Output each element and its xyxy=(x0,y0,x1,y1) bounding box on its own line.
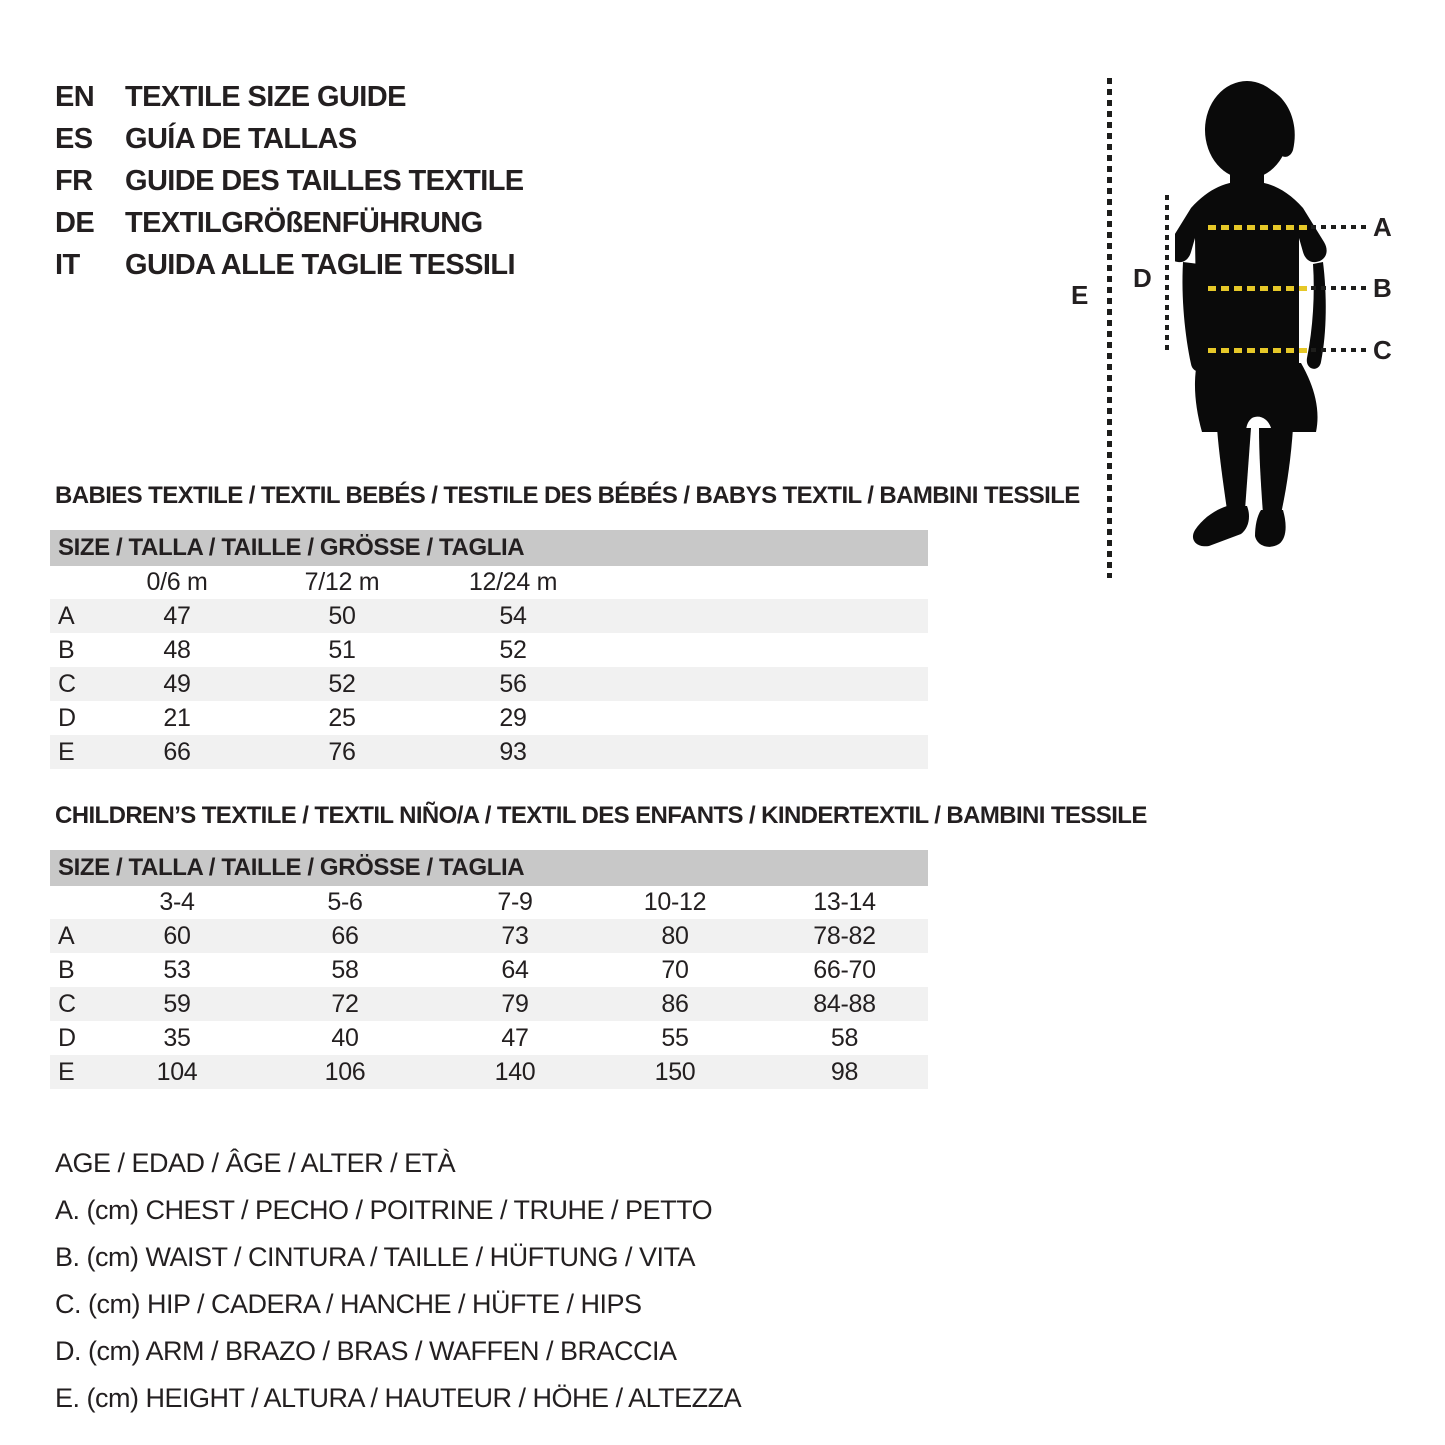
cell: 64 xyxy=(501,956,529,984)
measurement-legend xyxy=(55,1140,741,1422)
cell: 73 xyxy=(501,922,529,950)
column-header: 3-4 xyxy=(159,888,195,916)
children-section-title: CHILDREN’S TEXTILE / TEXTIL NIÑO/A / TEXTIL DES ENFANTS / KINDERTEXTIL / BAMBINI TESSILE xyxy=(55,802,1147,829)
hip-dot-icon xyxy=(1311,348,1369,352)
table-row xyxy=(50,919,928,953)
cell: 47 xyxy=(163,602,191,630)
cell: 84-88 xyxy=(813,990,876,1018)
cell: 66-70 xyxy=(813,956,876,984)
lang-title: GUIDE DES TAILLES TEXTILE xyxy=(125,165,524,197)
legend-line-hip: C. (cm) HIP / CADERA / HANCHE / HÜFTE / HIPS xyxy=(55,1289,642,1319)
cell: 49 xyxy=(163,670,191,698)
cell: 54 xyxy=(499,602,527,630)
table-row xyxy=(50,735,928,769)
row-label: C xyxy=(58,670,76,698)
cell: 66 xyxy=(163,738,191,766)
lang-title: GUIDA ALLE TAGLIE TESSILI xyxy=(125,249,515,281)
arm-measure-line-icon xyxy=(1165,195,1169,353)
cell: 47 xyxy=(501,1024,529,1052)
lang-title: TEXTILE SIZE GUIDE xyxy=(125,81,406,113)
row-label: E xyxy=(58,1058,75,1086)
cell: 35 xyxy=(163,1024,191,1052)
children-size-header-bar: SIZE / TALLA / TAILLE / GRÖSSE / TAGLIA xyxy=(50,850,928,886)
row-label: A xyxy=(58,922,75,950)
cell: 21 xyxy=(163,704,191,732)
waist-dot-icon xyxy=(1311,286,1369,290)
babies-size-table xyxy=(50,530,928,769)
cell: 150 xyxy=(654,1058,696,1086)
table-row xyxy=(50,701,928,735)
cell: 70 xyxy=(661,956,689,984)
measure-label-a: A xyxy=(1373,212,1392,242)
babies-section-title: BABIES TEXTILE / TEXTIL BEBÉS / TESTILE DES BÉBÉS / BABYS TEXTIL / BAMBINI TESSILE xyxy=(55,482,1080,509)
legend-line-age: AGE / EDAD / ÂGE / ALTER / ETÀ xyxy=(55,1148,456,1178)
babies-size-header-bar: SIZE / TALLA / TAILLE / GRÖSSE / TAGLIA xyxy=(50,530,928,566)
row-label: A xyxy=(58,602,75,630)
cell: 106 xyxy=(324,1058,366,1086)
cell: 29 xyxy=(499,704,527,732)
table-row xyxy=(50,1055,928,1089)
cell: 25 xyxy=(328,704,356,732)
chest-dot-icon xyxy=(1311,225,1369,229)
cell: 76 xyxy=(328,738,356,766)
cell: 40 xyxy=(331,1024,359,1052)
children-size-table xyxy=(50,850,928,1089)
cell: 51 xyxy=(328,636,356,664)
babies-column-header-row xyxy=(50,566,928,599)
cell: 55 xyxy=(661,1024,689,1052)
legend-line-chest: A. (cm) CHEST / PECHO / POITRINE / TRUHE / PETTO xyxy=(55,1195,713,1225)
cell: 52 xyxy=(499,636,527,664)
cell: 104 xyxy=(156,1058,198,1086)
cell: 56 xyxy=(499,670,527,698)
chest-dash-icon xyxy=(1208,225,1308,230)
cell: 79 xyxy=(501,990,529,1018)
cell: 58 xyxy=(331,956,359,984)
height-measure-line-icon xyxy=(1107,78,1112,578)
measure-label-d: D xyxy=(1133,263,1152,293)
cell: 86 xyxy=(661,990,689,1018)
cell: 93 xyxy=(499,738,527,766)
cell: 58 xyxy=(830,1024,859,1052)
column-header: 0/6 m xyxy=(146,568,208,596)
cell: 53 xyxy=(163,956,191,984)
hip-dash-icon xyxy=(1208,348,1308,353)
legend-line-height: E. (cm) HEIGHT / ALTURA / HAUTEUR / HÖHE / ALTEZZA xyxy=(55,1383,742,1413)
row-label: E xyxy=(58,738,75,766)
cell: 59 xyxy=(163,990,191,1018)
legend-line-arm: D. (cm) ARM / BRAZO / BRAS / WAFFEN / BRACCIA xyxy=(55,1336,677,1366)
language-guide-list xyxy=(55,76,524,286)
legend-line-waist: B. (cm) WAIST / CINTURA / TAILLE / HÜFTUNG / VITA xyxy=(55,1242,696,1272)
column-header: 12/24 m xyxy=(468,568,558,596)
cell: 140 xyxy=(494,1058,536,1086)
measure-label-e: E xyxy=(1071,280,1089,310)
table-row xyxy=(50,599,928,633)
table-row xyxy=(50,1021,928,1055)
cell: 48 xyxy=(163,636,191,664)
child-silhouette xyxy=(1175,80,1345,580)
column-header: 5-6 xyxy=(327,888,363,916)
cell: 80 xyxy=(661,922,689,950)
cell: 98 xyxy=(830,1058,859,1086)
row-label: B xyxy=(58,956,75,984)
lang-code: ES xyxy=(55,123,93,155)
table-row xyxy=(50,667,928,701)
measure-label-c: C xyxy=(1373,335,1392,365)
table-row xyxy=(50,987,928,1021)
row-label: C xyxy=(58,990,76,1018)
lang-code: EN xyxy=(55,81,95,113)
measurement-diagram xyxy=(1065,60,1425,590)
cell: 66 xyxy=(331,922,359,950)
column-header: 7-9 xyxy=(497,888,533,916)
column-header: 10-12 xyxy=(643,888,707,916)
lang-code: DE xyxy=(55,207,95,239)
waist-dash-icon xyxy=(1208,286,1308,291)
table-row xyxy=(50,633,928,667)
cell: 60 xyxy=(163,922,191,950)
lang-title: GUÍA DE TALLAS xyxy=(125,123,357,155)
lang-title: TEXTILGRÖßENFÜHRUNG xyxy=(125,207,483,239)
row-label: D xyxy=(58,1024,76,1052)
table-row xyxy=(50,953,928,987)
cell: 52 xyxy=(328,670,356,698)
cell: 72 xyxy=(331,990,359,1018)
lang-code: IT xyxy=(55,249,80,281)
children-column-header-row xyxy=(50,886,928,919)
row-label: D xyxy=(58,704,76,732)
column-header: 7/12 m xyxy=(304,568,380,596)
measure-label-b: B xyxy=(1373,273,1392,303)
lang-code: FR xyxy=(55,165,93,197)
column-header: 13-14 xyxy=(813,888,876,916)
cell: 50 xyxy=(328,602,356,630)
cell: 78-82 xyxy=(813,922,876,950)
row-label: B xyxy=(58,636,75,664)
